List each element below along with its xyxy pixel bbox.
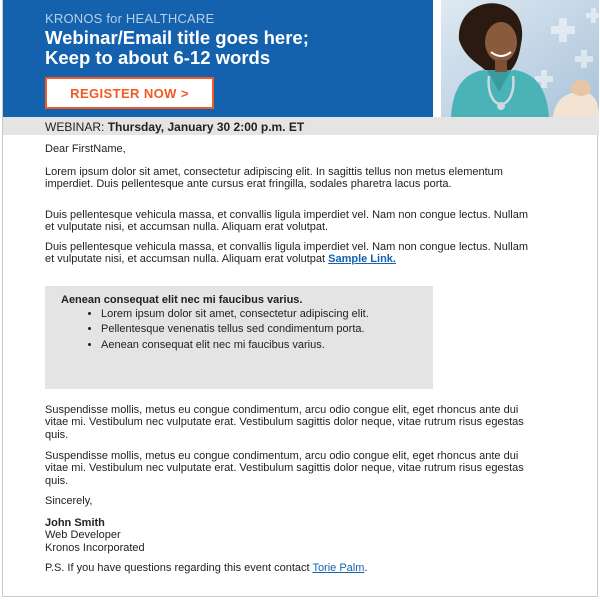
paragraph-3-text: Duis pellentesque vehicula massa, et convallis ligula imperdiet vel. Nam non congue lectus. Nullam et vulputate nisi, et accumsan nulla. Aliquam erat volutpat: [45, 241, 529, 266]
closing: Sincerely,: [45, 495, 93, 507]
paragraph-4: Suspendisse mollis, metus eu congue condimentum, arcu odio congue elit, eget rhoncus ante dui vitae mi. Vestibulum nec vulputate erat. Vestibulum sagittis dolor neque, vitae rutrum risus egestas quis.: [45, 404, 524, 441]
webinar-info: [45, 120, 304, 134]
signature-name: John Smith: [45, 517, 105, 529]
list-item: • Aenean consequat elit nec mi faucibus varius.: [101, 339, 431, 351]
postscript-period: .: [364, 562, 368, 574]
callout-list: [61, 308, 431, 354]
callout-title: Aenean consequat elit nec mi faucibus varius.: [61, 294, 303, 306]
email-header: [3, 0, 599, 117]
brand-label: KRONOS for HEALTHCARE: [45, 11, 215, 26]
postscript-text: P.S. If you have questions regarding this event contact: [45, 562, 310, 574]
paragraph-1: Lorem ipsum dolor sit amet, consectetur adipiscing elit. In sagittis tellus non metus elementum imperdiet. Duis pellentesque ante cursus erat fringilla, sodales pharetra lacus porta.: [45, 166, 503, 191]
register-now-button[interactable]: REGISTER NOW >: [45, 77, 214, 109]
signature-block: [45, 517, 535, 554]
callout-box: [45, 286, 433, 389]
contact-link[interactable]: Torie Palm: [312, 562, 365, 574]
webinar-label: WEBINAR:: [45, 120, 105, 134]
signature-company: Kronos Incorporated: [45, 541, 145, 554]
webinar-datetime: Thursday, January 30 2:00 p.m. ET: [107, 120, 305, 134]
nurse-photo: [441, 0, 599, 117]
paragraph-5: Suspendisse mollis, metus eu congue condimentum, arcu odio congue elit, eget rhoncus ante dui vitae mi. Vestibulum nec vulputate erat. Vestibulum sagittis dolor neque, vitae rutrum risus egestas quis.: [45, 450, 524, 487]
header-banner: [3, 0, 433, 117]
email-title: [45, 28, 425, 68]
email-title-line-2: Keep to about 6-12 words: [45, 47, 271, 68]
signature-role: Web Developer: [45, 529, 121, 542]
paragraph-2: Duis pellentesque vehicula massa, et convallis ligula imperdiet vel. Nam non congue lectus. Nullam et vulputate nisi, et accumsan nulla. Aliquam erat volutpat.: [45, 209, 529, 234]
email-frame: [2, 0, 598, 597]
list-item: • Lorem ipsum dolor sit amet, consectetur adipiscing elit.: [101, 308, 431, 320]
greeting: Dear FirstName,: [45, 143, 126, 155]
email-title-line-1: Webinar/Email title goes here;: [45, 27, 309, 48]
list-item: • Pellentesque venenatis tellus sed condimentum porta.: [101, 323, 431, 335]
nurse-photo-image: [441, 0, 599, 117]
sample-link[interactable]: Sample Link.: [328, 253, 396, 266]
postscript: [45, 562, 535, 574]
paragraph-3: [45, 241, 535, 266]
